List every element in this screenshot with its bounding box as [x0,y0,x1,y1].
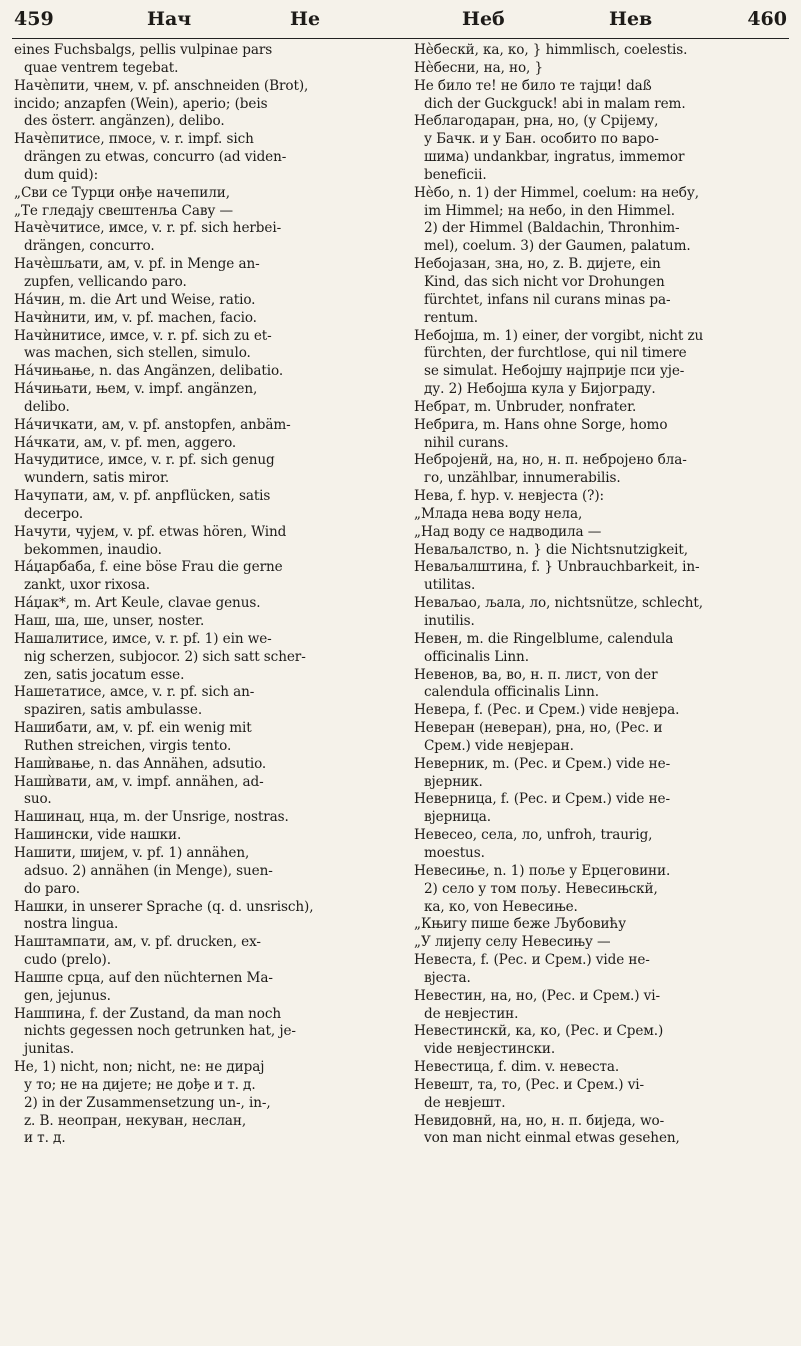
entry-line: Нашпе срца, auf den nüchternen Ma- [14,969,273,986]
page-number-right: 460 [747,8,787,30]
entry-line: im Himmel; на небо, in den Himmel. [424,202,675,219]
catchword-right-end: Нев [609,8,653,30]
entry-line: Невесео, села, ло, unfroh, traurig, [414,827,653,844]
entry-line: Начѐшљати, ам, v. pf. in Menge an- [14,256,260,273]
entry-line: Нева, f. hyp. v. невјеста (?): [414,488,605,505]
entry-line: Не било те! не било те тајци! daß [414,77,652,94]
entry-line: fürchtet, infans nil curans minas pa- [424,291,671,308]
entry-line: spaziren, satis ambulasse. [24,702,203,719]
entry-line: Нашити, шијем, v. pf. 1) annähen, [14,844,250,861]
entry-line: „Те гледају свештенља Саву — [14,202,234,219]
entry-line: Нашетатисе, амсе, v. r. pf. sich an- [14,684,255,701]
entry-line: dich der Guckguck! abi in malam rem. [424,95,686,112]
entry-line: „Над воду се надводила — [414,523,602,540]
entry-line: Нѐбесни, на, но, } [414,59,544,76]
entry-line: вјерник. [424,773,483,790]
entry-line: eines Fuchsbalgs, pellis vulpinae pars [14,42,273,58]
entry-line: Невен, m. die Ringelblume, calendula [414,630,674,647]
entry-line: vide невјестински. [424,1041,556,1058]
page-header [12,2,789,39]
entry-line: rentum. [424,309,479,326]
entry-line: Нашински, vide нашки. [14,827,182,844]
entry-line: Нáчињати, њем, v. impf. angänzen, [14,381,258,398]
entry-line: Невенов, ва, во, н. п. лист, von der [414,666,658,683]
entry-line: delibo. [24,398,70,415]
entry-line: nostra lingua. [24,916,119,933]
entry-line: Срем.) vide невјеран. [424,737,574,754]
entry-line: Неваљао, љала, ло, nichtsnütze, schlecht, [414,595,703,612]
entry-line: Неверан (неверан), рна, но, (Рес. и [414,720,663,737]
entry-line: do paro. [24,880,80,897]
entry-line: шима) undankbar, ingratus, immemor [424,149,685,166]
entry-line: calendula officinalis Linn. [424,684,600,701]
entry-line: Неваљалство, n. } die Nichtsnutzigkeit, [414,541,689,558]
entry-line: beneficii. [424,166,487,183]
entry-line: у Бачк. и у Бан. особито по варо- [424,131,659,148]
entry-line: Невестица, f. dim. v. невеста. [414,1059,620,1076]
right-column [414,42,786,1148]
catchword-right-start: Неб [462,8,505,30]
entry-line: Начудитисе, имсе, v. r. pf. sich genug [14,452,275,469]
catchword-left-end: Не [290,8,321,30]
entry-line: zen, satis jocatum esse. [24,666,185,683]
entry-line: Неваљалштина, f. } Unbrauchbarkeit, in- [414,559,700,576]
entry-line: Нашпина, f. der Zustand, da man noch [14,1005,282,1022]
entry-line: mel), coelum. 3) der Gaumen, palatum. [424,238,691,255]
entry-line: Kind, das sich nicht vor Drohungen [424,273,665,290]
entry-line: Неблагодаран, рна, но, (у Срijему, [414,113,659,130]
entry-line: Начѐпитисе, пмосе, v. r. impf. sich [14,131,254,148]
entry-line: Не, 1) nicht, non; nicht, ne: не дирај [14,1059,265,1076]
entry-line: z. B. неопран, некуван, неслан, [24,1112,247,1129]
entry-line: was machen, sich stellen, simulo. [24,345,251,362]
entry-line: вјеста. [424,969,471,986]
entry-line: го, unzählbar, innumerabilis. [424,470,621,487]
entry-line: Невеста, f. (Рес. и Срем.) vide не- [414,952,650,969]
entry-line: Небрат, m. Unbruder, nonfrater. [414,398,637,415]
entry-line: Небрига, m. Hans ohne Sorge, homo [414,416,668,433]
entry-line: Неброjенй, на, но, н. п. небројено бла- [414,452,687,469]
entry-line: adsuo. 2) annähen (in Menge), suen- [24,862,273,879]
entry-line: suo. [24,791,52,808]
entry-line: Невестинскй, ка, ко, (Рес. и Срем.) [414,1023,664,1040]
entry-line: Начѐчитисе, имсе, v. r. pf. sich herbei- [14,220,282,237]
entry-line: incido; anzapfen (Wein), aperio; (beis [14,95,268,112]
entry-line: 2) село у том пољу. Невесињскй, [424,880,658,897]
entry-line: Нѐбескй, ка, ко, } himmlisch, coelestis. [414,42,688,58]
entry-line: Невидовнй, на, но, н. п. биједа, wo- [414,1112,665,1129]
entry-line: bekommen, inaudio. [24,541,162,558]
entry-line: Нáчичкати, ам, v. pf. anstopfen, anbäm- [14,416,291,433]
entry-line: Неверница, f. (Рес. и Срем.) vide не- [414,791,670,808]
entry-line: nig scherzen, subjocor. 2) sich satt scher- [24,648,306,665]
entry-line: decerpo. [24,505,84,522]
entry-line: Нáчкати, ам, v. pf. men, aggero. [14,434,237,451]
entry-line: zupfen, vellicando paro. [24,273,187,290]
entry-line: drängen zu etwas, concurro (ad viden- [24,149,287,166]
entry-line: Нѐбо, n. 1) der Himmel, coelum: на небу, [414,184,699,201]
entry-line: moestus. [424,844,485,861]
entry-line: Нашибати, ам, v. pf. ein wenig mit [14,720,252,737]
entry-line: Начути, чујем, v. pf. etwas hören, Wind [14,523,287,540]
catchword-left-start: Нач [147,8,192,30]
entry-line: des österr. angänzen), delibo. [24,113,225,130]
entry-line: Начѐпити, чнем, v. pf. anschneiden (Brot), [14,77,309,94]
entry-line: ка, ко, von Невесиње. [424,898,578,915]
entry-line: Невестин, на, но, (Рес. и Срем.) vi- [414,987,661,1004]
entry-line: cudo (prelo). [24,952,111,969]
entry-line: Нашалитисе, имсе, v. r. pf. 1) ein we- [14,630,272,647]
entry-line: utilitas. [424,577,476,594]
entry-line: Нáџак*, m. Art Keule, clavae genus. [14,595,261,612]
entry-line: nichts gegessen noch getrunken hat, je- [24,1023,296,1040]
entry-line: Нáчињање, n. das Angänzen, delibatio. [14,363,284,380]
entry-line: dum quid): [24,166,99,183]
entry-line: officinalis Linn. [424,648,529,665]
entry-line: quae ventrem tegebat. [24,59,179,76]
entry-line: „Сви се Турци онђе начепили, [14,184,230,201]
entry-line: и т. д. [24,1130,66,1147]
entry-line: вјерница. [424,809,492,826]
entry-line: gen, jejunus. [24,987,111,1004]
entry-line: Нáџарбаба, f. eine böse Frau die gerne [14,559,283,576]
entry-line: „У лијепу селу Невесињу — [414,934,611,951]
entry-line: von man nicht einmal etwas gesehen, [424,1130,680,1147]
entry-line: Начупати, ам, v. pf. anpflücken, satis [14,488,271,505]
entry-line: wundern, satis miror. [24,470,170,487]
entry-line: Нáчин, m. die Art und Weise, ratio. [14,291,256,308]
entry-line: Небојша, m. 1) einer, der vorgibt, nicht zu [414,327,704,344]
entry-line: drängen, concurro. [24,238,155,255]
entry-line: 2) in der Zusammensetzung un-, in-, [24,1094,271,1111]
entry-line: Невешт, та, то, (Рес. и Срем.) vi- [414,1076,645,1093]
entry-line: Начѝнити, им, v. pf. machen, facio. [14,309,257,326]
entry-line: Невесиње, n. 1) поље у Ерцеговини. [414,862,671,879]
entry-line: Нашѝвати, ам, v. impf. annähen, ad- [14,773,264,790]
entry-line: Небојазан, зна, но, z. B. дијете, ein [414,256,661,273]
entry-line: Наштампати, ам, v. pf. drucken, ex- [14,934,261,951]
entry-line: „Књигу пише беже Љубовићу [414,916,627,933]
entry-line: 2) der Himmel (Baldachin, Thronhim- [424,220,680,237]
entry-line: Неверник, m. (Рес. и Срем.) vide не- [414,755,671,772]
entry-line: у то; не на дијете; не дође и т. д. [24,1076,256,1093]
entry-line: „Млада нева воду нела, [414,505,583,522]
entry-line: de невјешт. [424,1094,506,1111]
entry-line: zankt, uxor rixosa. [24,577,150,594]
entry-line: Невера, f. (Рес. и Срем.) vide невјера. [414,702,680,719]
entry-line: Наш, ша, ше, unser, noster. [14,613,205,629]
entry-line: inutilis. [424,613,475,629]
entry-line: Начѝнитисе, имсе, v. r. pf. sich zu et- [14,327,272,344]
entry-line: se simulat. Небојшу најприје пси уje- [424,363,685,380]
entry-line: Ruthen streichen, virgis tento. [24,737,232,754]
left-column [14,42,386,1148]
page-number-left: 459 [14,8,54,30]
entry-line: fürchten, der furchtlose, qui nil timere [424,345,687,362]
entry-line: nihil curans. [424,434,509,451]
entry-line: Нашинац, нца, m. der Unsrige, nostras. [14,809,289,826]
entry-line: de невјестин. [424,1005,519,1022]
entry-line: ду. 2) Небојша кула у Бијограду. [424,381,656,398]
entry-line: junitas. [24,1041,75,1058]
entry-line: Нашѝвање, n. das Annähen, adsutio. [14,755,267,772]
entry-line: Нашки, in unserer Sprache (q. d. unsrisch), [14,898,314,915]
